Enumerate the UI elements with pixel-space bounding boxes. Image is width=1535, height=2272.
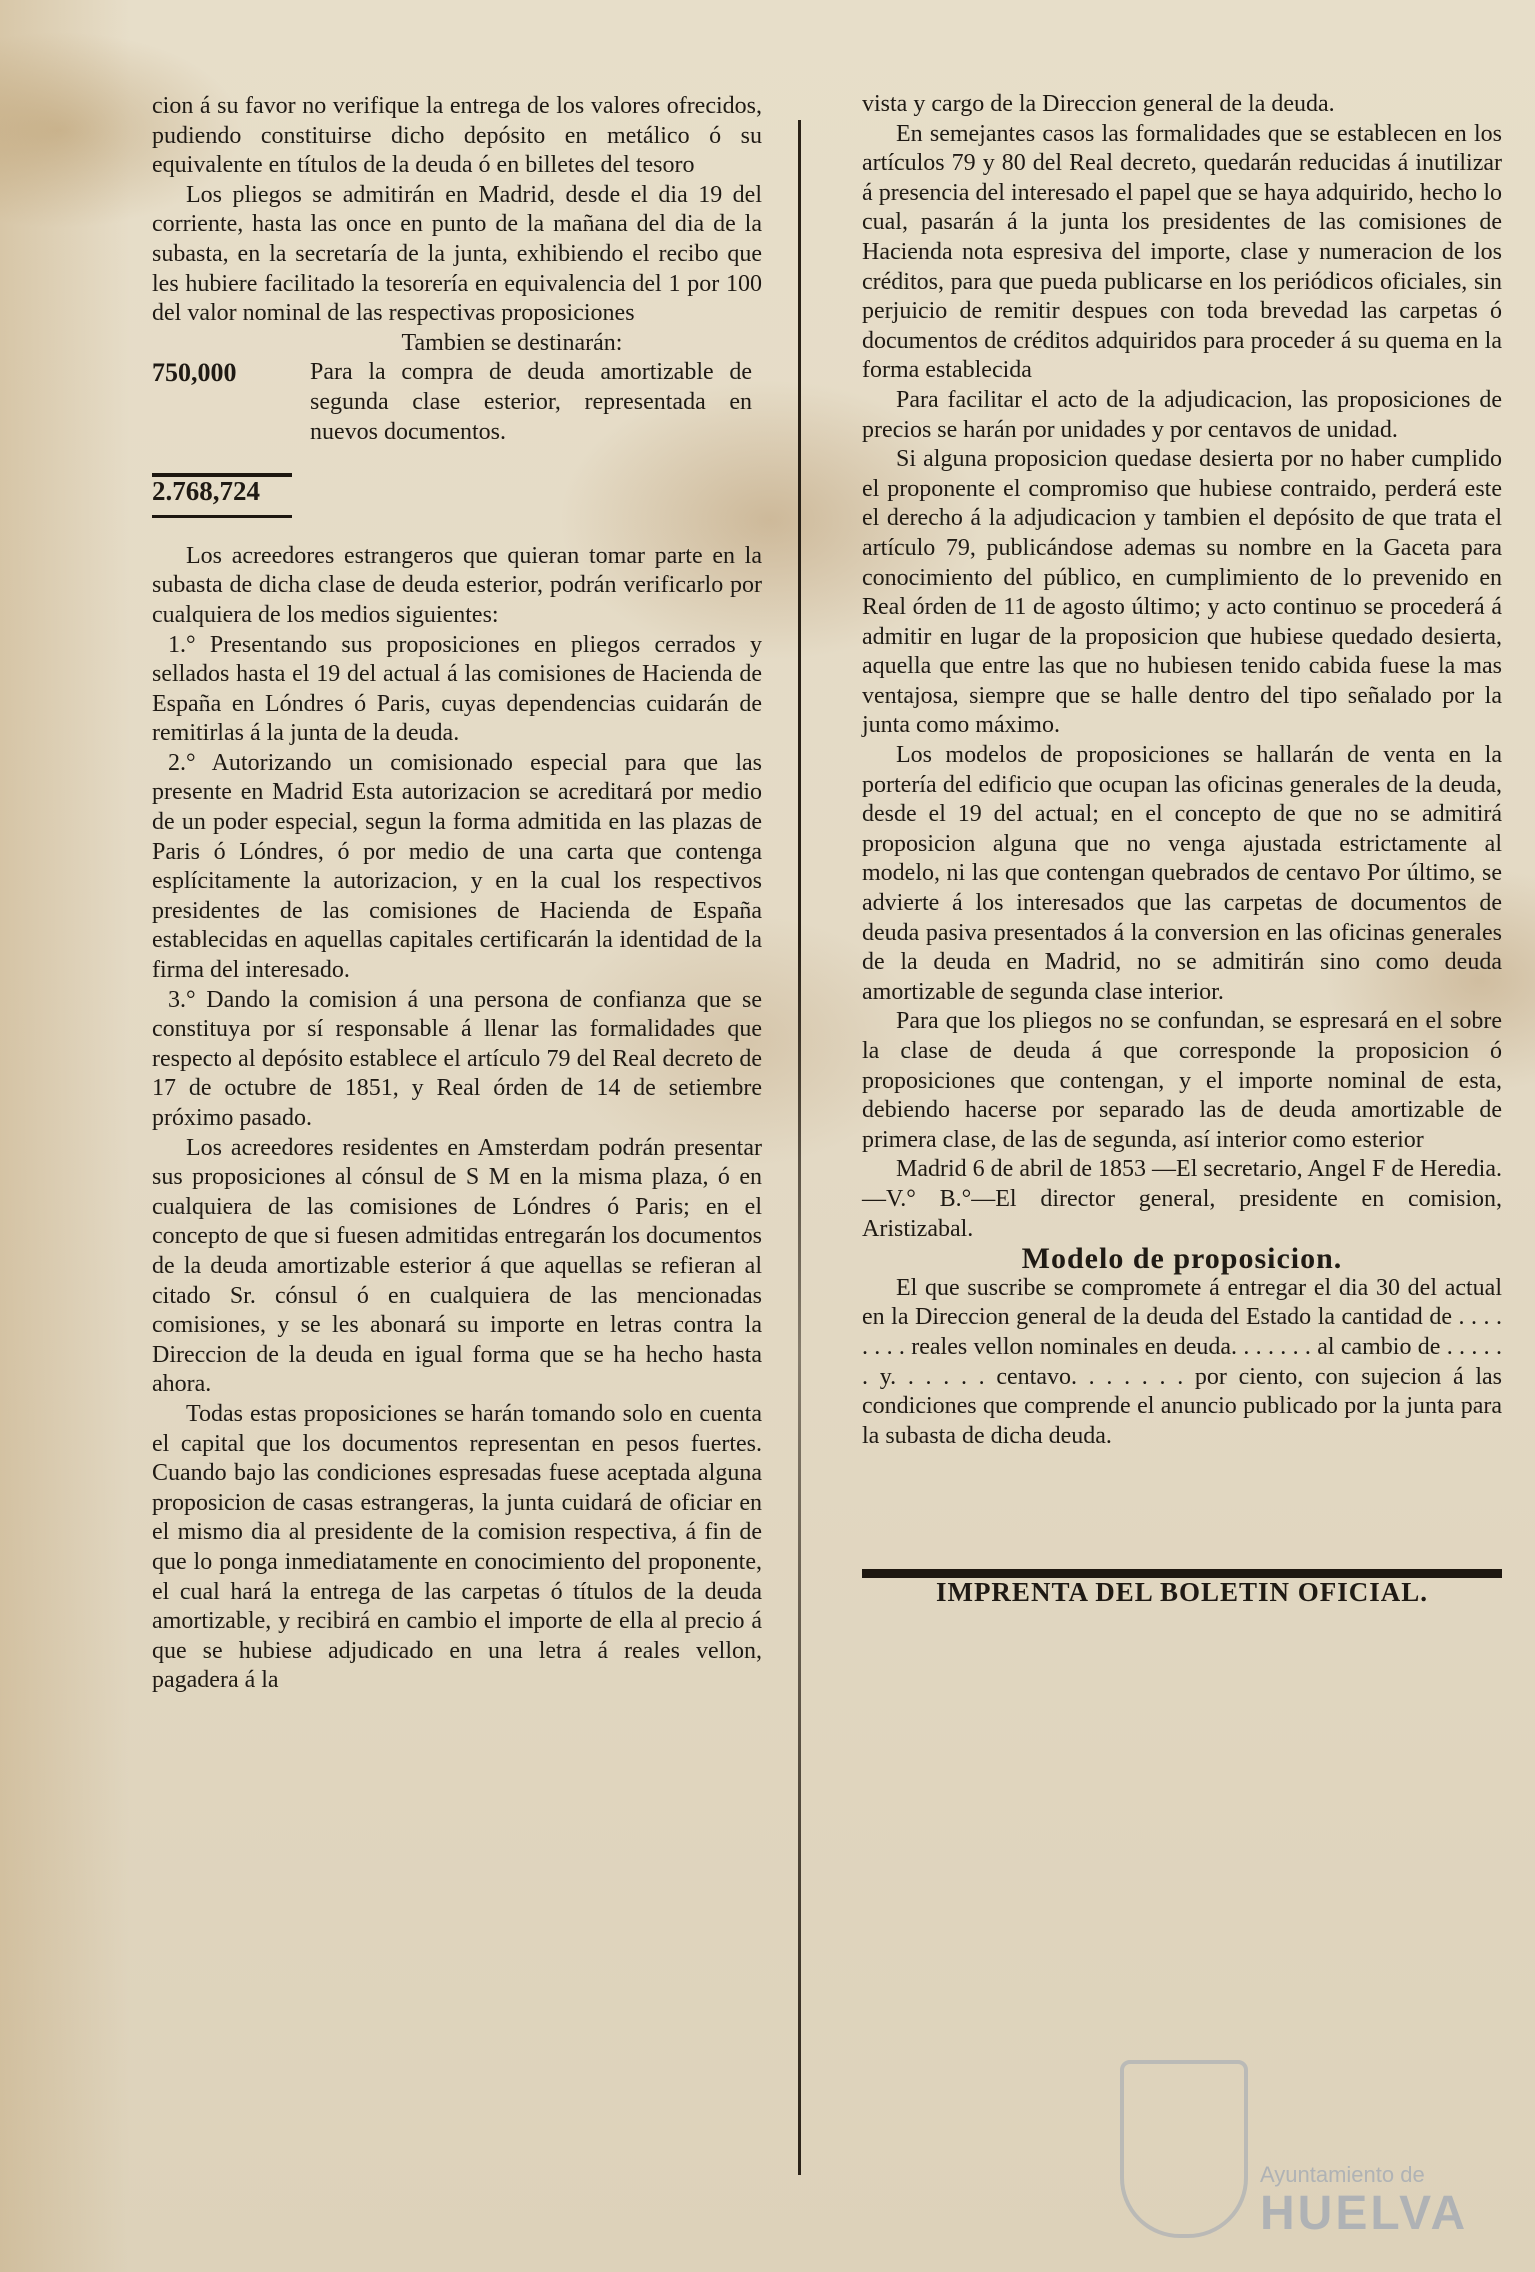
paragraph: Los pliegos se admitirán en Madrid, desde el dia 19 del corriente, hasta las once en punto de la mañana del dia de la subasta, en la secretaría de la junta, exhibiendo el recibo que les hubiere facilitado la tesorería en equivalencia del 1 por 100 del valor nominal de las respectivas proposiciones: [152, 181, 762, 327]
paragraph: Los acreedores residentes en Amsterdam podrán presentar sus proposiciones al cónsul de S M en la misma plaza, ó en cualquiera de las comisiones de Lóndres ó Paris; en el concepto de que si fuesen admitidas entregarán los documentos de la deuda amortizable esterior á que aquellas se refieran al citado Sr. cónsul ó en cualquiera de las mencionadas comisiones, y se les abonará su importe en letras contra la Direccion de la deuda en igual forma que se ha hecho hasta ahora.: [152, 1134, 762, 1398]
paragraph: En semejantes casos las formalidades que se establecen en los artículos 79 y 80 del Real decreto, quedarán reducidas á inutilizar á presencia del interesado el papel que se haya adquirido, hecho lo cual, pasarán á la junta los presidentes de las comisiones de Hacienda nota espresiva del importe, clase y numeracion de los créditos, para que pueda publicarse en los periódicos oficiales, sin perjuicio de remitir despues con toda brevedad las carpetas ó documentos de créditos adquiridos para proceder á su quema en la forma establecida: [862, 120, 1502, 384]
rule-divider: [152, 515, 292, 518]
watermark-line: Ayuntamiento de: [1260, 2162, 1425, 2187]
section-heading: Modelo de proposicion.: [1021, 1242, 1343, 1276]
subheading: Tambien se destinarán:: [401, 329, 623, 356]
entry-amount: 750,000: [152, 358, 237, 388]
proposal-model: El que suscribe se compromete á entregar el dia 30 del actual en la Direccion general de la deuda del Estado la cantidad de . . . . . . . . reales vellon nominales en deuda. . . . . . . al cambio de . . . . . . y. . . . . . centavo. . . . . . . por ciento, con sujecion á las condiciones que comprende el anuncio publicado por la junta para la subasta de dicha deuda.: [862, 1274, 1502, 1449]
watermark: [1120, 2060, 1500, 2260]
entry-text: Para la compra de deuda amortizable de segunda clase esterior, representada en nuevos documentos.: [310, 359, 752, 445]
paragraph: 1.° Presentando sus proposiciones en pliegos cerrados y sellados hasta el 19 del actual á las comisiones de Hacienda de España en Lóndres ó Paris, cuyas dependencias cuidarán de remitirlas á la junta de la deuda.: [152, 631, 762, 747]
signature-paragraph: Madrid 6 de abril de 1853 —El secretario, Angel F de Heredia.—V.° B.°—El director general, presidente en comision, Aristizabal.: [862, 1156, 1502, 1242]
paragraph: cion á su favor no verifique la entrega de los valores ofrecidos, pudiendo constituirse dicho depósito en metálico ó su equivalente en títulos de la deuda ó en billetes del tesoro: [152, 93, 762, 179]
paragraph: Para facilitar el acto de la adjudicacion, las proposiciones de precios se harán por unidades y por centavos de unidad.: [862, 386, 1502, 443]
imprint-line: IMPRENTA DEL BOLETIN OFICIAL.: [935, 1577, 1429, 1608]
budget-entry: [152, 358, 762, 447]
paper-stain: [0, 0, 130, 2272]
watermark-line: HUELVA: [1260, 2187, 1469, 2240]
shield-icon: [1120, 2060, 1248, 2238]
right-column: [862, 90, 1502, 1608]
left-column: [152, 92, 762, 1696]
paragraph: Los modelos de proposiciones se hallarán de venta en la portería del edificio que ocupan las oficinas generales de la deuda, desde el 19 del actual; en el concepto de que no se admitirá proposicion alguna que no venga ajustada estrictamente al modelo, ni las que contengan quebrados de centavo Por último, se advierte á los interesados que las carpetas de documentos de deuda pasiva presentados á la conversion en las oficinas generales de la deuda en Madrid, no se admitirán sino como deuda amortizable de segunda clase interior.: [862, 742, 1502, 1005]
paragraph: Si alguna proposicion quedase desierta por no haber cumplido el proponente el compromiso que hubiese contraido, perderá este el derecho á la adjudicacion y tambien el depósito de que trata el artículo 79, publicándose ademas su nombre en la Gaceta para conocimiento del público, en cumplimiento de lo prevenido en Real órden de 11 de agosto último; y acto continuo se procederá á admitir en lugar de la proposicion que hubiese quedado desierta, aquella que entre las que no hubiesen tenido cabida fuese la mas ventajosa, siempre que se halle dentro del tipo señalado por la junta como máximo.: [862, 446, 1502, 739]
paragraph: 2.° Autorizando un comisionado especial para que las presente en Madrid Esta autorizacion se acreditará por medio de un poder especial, segun la forma admitida en las plazas de Paris ó Lóndres, ó por medio de una carta que contenga esplícitamente la autorizacion, y en la cual los respectivos presidentes de las comisiones de Hacienda de España establecidas en aquellas capitales certificarán la identidad de la firma del interesado.: [152, 749, 762, 984]
paragraph: Los acreedores estrangeros que quieran tomar parte en la subasta de dicha clase de deuda esterior, podrán verificarlo por cualquiera de los medios siguientes:: [152, 542, 762, 628]
paragraph: 3.° Dando la comision á una persona de confianza que se constituya por sí responsable á llenar las formalidades que respecto al depósito establece el artículo 79 del Real decreto de 17 de octubre de 1851, y Real órden de 14 de setiembre próximo pasado.: [152, 986, 762, 1131]
paragraph: vista y cargo de la Direccion general de la deuda.: [862, 91, 1335, 117]
total-amount: 2.768,724: [152, 476, 260, 507]
column-rule: [798, 120, 801, 2175]
paragraph: Todas estas proposiciones se harán tomando solo en cuenta el capital que los documentos representan en pesos fuertes. Cuando bajo las condiciones espresadas fuese aceptada alguna proposicion de casas estrangeras, la junta cuidará de oficiar en el mismo dia al presidente de la comision respectiva, á fin de que lo ponga inmediatamente en conocimiento del proponente, el cual hará la entrega de las carpetas ó títulos de la deuda amortizable, y recibirá en cambio el importe de ella al precio á que se hubiese adjudicado en una letra á reales vellon, pagadera á la: [152, 1400, 762, 1694]
paragraph: Para que los pliegos no se confundan, se espresará en el sobre la clase de deuda á que corresponde la proposicion ó proposiciones que contengan, y el importe nominal de esta, debiendo hacerse por separado las de deuda amortizable de primera clase, de las de segunda, así interior como esterior: [862, 1008, 1502, 1153]
